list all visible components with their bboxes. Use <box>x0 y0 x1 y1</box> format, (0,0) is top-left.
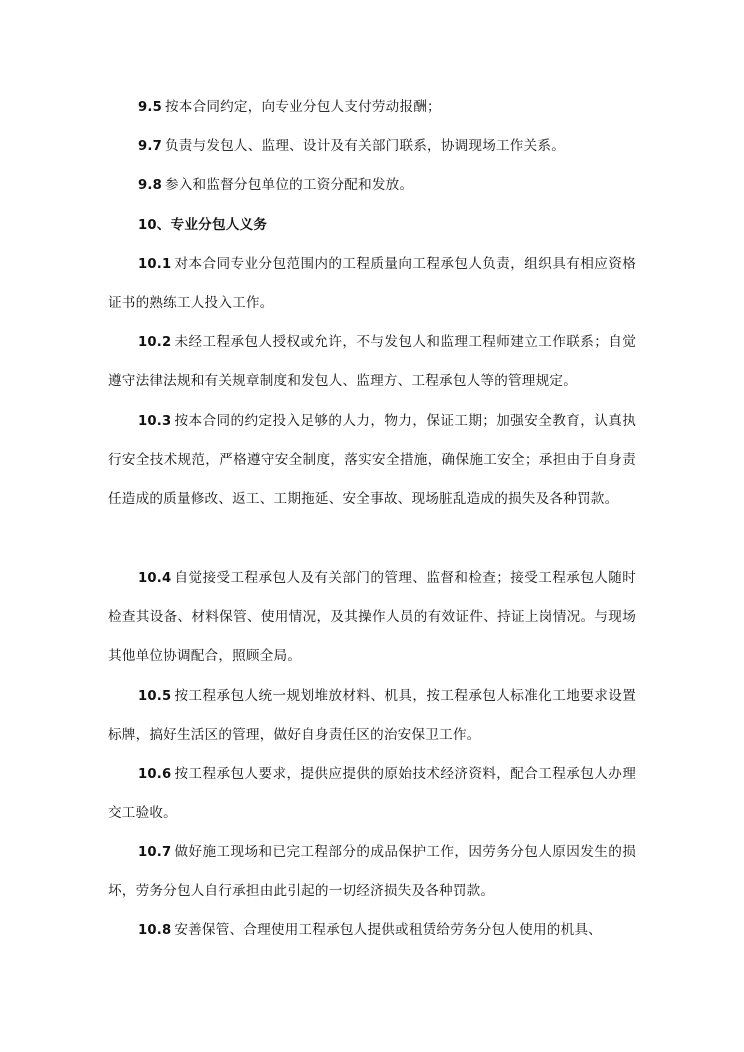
clause-text: 按本合同的约定投入足够的人力，物力，保证工期；加强安全教育，认真执行安全技术规范，严格遵守安全制度，落实安全措施，确保施工安全；承担由于自身责任造成的质量修改、返工、工期拖延、安全事故、现场脏乱造成的损失及各种罚款。 <box>108 413 636 507</box>
clause-number: 10.6 <box>138 767 172 782</box>
clause-text: 做好施工现场和已完工程部分的成品保护工作，因劳务分包人原因发生的损坏，劳务分包人自行承担由此引起的一切经济损失及各种罚款。 <box>108 844 636 899</box>
clause-number: 10.4 <box>138 571 172 586</box>
clause-number: 10.2 <box>138 335 172 350</box>
clause-number: 10.3 <box>138 414 172 429</box>
clause-number: 10.1 <box>138 257 172 272</box>
clause-text: 对本合同专业分包范围内的工程质量向工程承包人负责，组织具有相应资格证书的熟练工人投入工作。 <box>108 256 636 311</box>
section-heading-10 <box>108 206 636 245</box>
clause-number: 10.5 <box>138 689 172 704</box>
clause-text: 按本合同约定，向专业分包人支付劳动报酬； <box>164 99 441 115</box>
clause-10-2 <box>108 323 636 401</box>
clause-text: 未经工程承包人授权或允许，不与发包人和监理工程师建立工作联系；自觉遵守法律法规和有关规章制度和发包人、监理方、工程承包人等的管理规定。 <box>108 334 636 389</box>
section-number: 10 <box>138 218 157 233</box>
clause-10-5 <box>108 677 636 755</box>
clause-9-7 <box>108 127 636 166</box>
clause-10-3 <box>108 402 636 519</box>
clause-number: 9.7 <box>138 139 162 154</box>
section-title: 、专业分包人义务 <box>156 217 268 233</box>
clause-9-5 <box>108 88 636 127</box>
clause-text: 自觉接受工程承包人及有关部门的管理、监督和检查；接受工程承包人随时检查其设备、材料保管、使用情况，及其操作人员的有效证件、持证上岗情况。与现场其他单位协调配合，照顾全局。 <box>108 570 636 664</box>
clause-text: 负责与发包人、监理、设计及有关部门联系，协调现场工作关系。 <box>164 138 565 154</box>
clause-10-6 <box>108 755 636 833</box>
clause-10-4 <box>108 559 636 676</box>
clause-10-8 <box>108 911 636 950</box>
clause-10-7 <box>108 833 636 911</box>
clause-text: 按工程承包人统一规划堆放材料、机具，按工程承包人标准化工地要求设置标牌，搞好生活区的管理，做好自身责任区的治安保卫工作。 <box>108 688 636 743</box>
clause-text: 安善保管、合理使用工程承包人提供或租赁给劳务分包人使用的机具、 <box>174 922 602 938</box>
clause-number: 9.8 <box>138 178 162 193</box>
clause-9-8 <box>108 166 636 205</box>
clause-number: 10.8 <box>138 923 172 938</box>
clause-text: 参入和监督分包单位的工资分配和发放。 <box>164 177 414 193</box>
clause-text: 按工程承包人要求，提供应提供的原始技术经济资料，配合工程承包人办理交工验收。 <box>108 766 636 821</box>
clause-number: 9.5 <box>138 100 162 115</box>
clause-number: 10.7 <box>138 845 172 860</box>
clause-10-1 <box>108 245 636 323</box>
